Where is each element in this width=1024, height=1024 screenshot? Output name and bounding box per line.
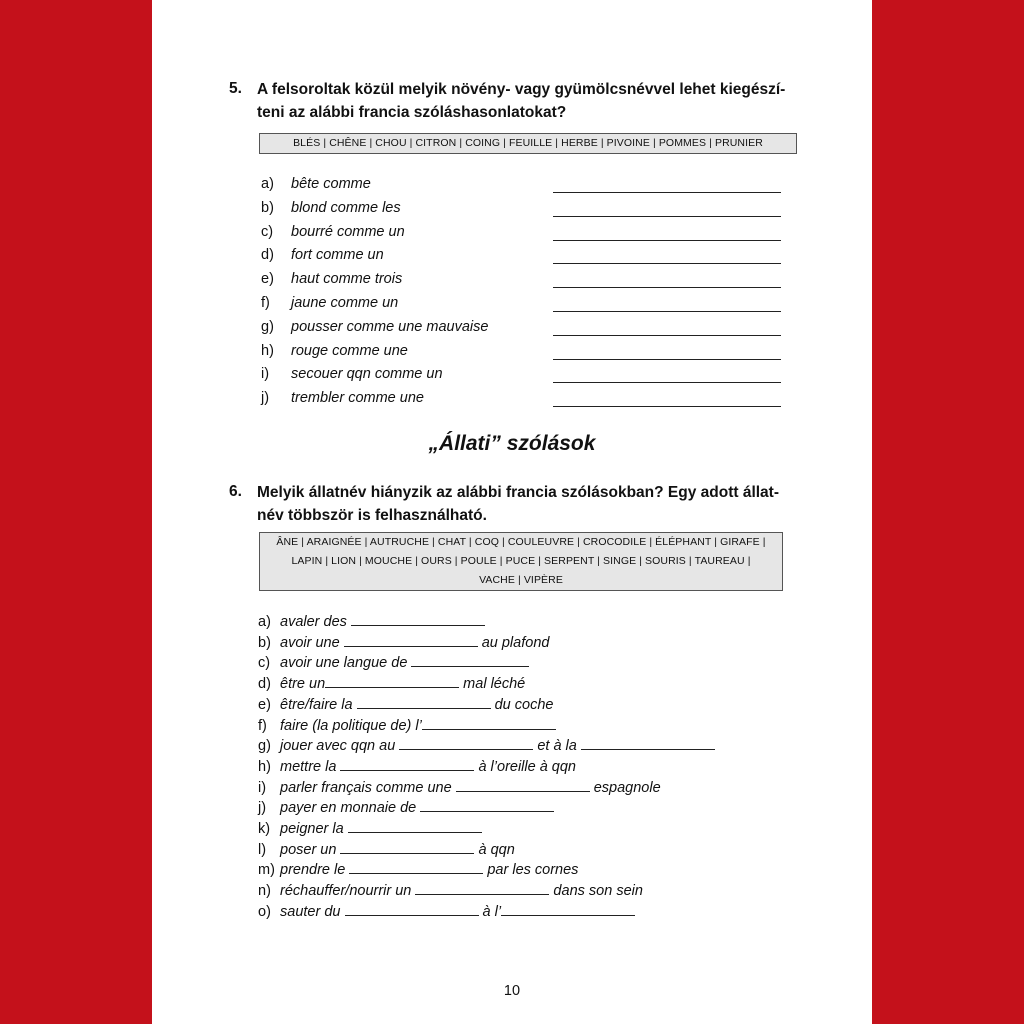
item-phrase: mettre la: [280, 758, 341, 775]
item-phrase: à l’oreille à qqn: [474, 758, 577, 775]
item-letter: m): [258, 862, 275, 879]
question-6-item: [258, 675, 525, 692]
item-letter: h): [261, 342, 274, 359]
question-5-item: [261, 200, 791, 220]
item-phrase: bête comme: [291, 176, 371, 192]
item-phrase: fort comme un: [291, 247, 384, 264]
question-5-item: [261, 271, 791, 291]
question-5-item: [261, 319, 791, 339]
answer-blank[interactable]: [325, 675, 459, 688]
answer-blank[interactable]: [553, 216, 781, 217]
item-letter: i): [261, 366, 270, 383]
item-phrase: haut comme trois: [291, 271, 403, 288]
item-letter: d): [261, 247, 274, 264]
answer-blank[interactable]: [553, 382, 781, 383]
answer-blank[interactable]: [553, 406, 781, 407]
answer-blank[interactable]: [340, 758, 474, 771]
item-phrase: payer en monnaie de: [280, 800, 421, 817]
answer-blank[interactable]: [422, 717, 556, 730]
item-phrase: espagnole: [589, 779, 661, 796]
animal-word-box-line1: ÂNE | ARAIGNÉE | AUTRUCHE | CHAT | COQ | COULEUVRE | CROCODILE | ÉLÉPHANT | GIRAFE |: [276, 536, 766, 548]
plant-word-box: BLÉS | CHÊNE | CHOU | CITRON | COING | FEUILLE | HERBE | PIVOINE | POMMES | PRUNIER: [259, 133, 797, 154]
item-letter: e): [258, 696, 271, 713]
item-phrase: et à la: [533, 738, 581, 755]
answer-blank[interactable]: [553, 311, 781, 312]
item-phrase: mal léché: [459, 676, 526, 693]
item-phrase: jaune comme un: [291, 295, 399, 311]
item-letter: b): [258, 634, 271, 651]
answer-blank[interactable]: [411, 654, 529, 667]
answer-blank[interactable]: [415, 882, 549, 895]
question-6-title-line1: Melyik állatnév hiányzik az alábbi francia szólásokban? Egy adott állat-: [257, 484, 779, 501]
question-6-item: [258, 820, 482, 837]
question-6-item: [258, 903, 635, 920]
item-letter: g): [258, 738, 271, 755]
question-5-title-line2: teni az alábbi francia szóláshasonlatokat?: [257, 104, 567, 121]
item-letter: d): [258, 676, 271, 693]
question-6-item: [258, 696, 553, 713]
item-letter: k): [258, 821, 271, 837]
item-letter: a): [258, 614, 271, 630]
question-5-item: [261, 224, 791, 244]
answer-blank[interactable]: [357, 696, 491, 709]
answer-blank[interactable]: [345, 903, 479, 916]
animal-word-box-line2: LAPIN | LION | MOUCHE | OURS | POULE | PUCE | SERPENT | SINGE | SOURIS | TAUREAU |: [291, 555, 751, 567]
animal-word-box-line3: VACHE | VIPÈRE: [479, 574, 563, 586]
answer-blank[interactable]: [581, 737, 715, 750]
item-letter: b): [261, 199, 274, 216]
item-phrase: par les cornes: [483, 862, 579, 879]
page-number: 10: [503, 983, 521, 999]
question-6-item: [258, 654, 529, 671]
question-6-item: [258, 799, 554, 816]
question-5-title-line1: A felsoroltak közül melyik növény- vagy gyümölcsnévvel lehet kiegészí-: [257, 81, 786, 98]
item-phrase: au plafond: [477, 634, 550, 651]
item-phrase: du coche: [490, 696, 554, 713]
answer-blank[interactable]: [501, 903, 635, 916]
question-6-item: [258, 861, 578, 878]
question-6-title: [257, 481, 802, 527]
answer-blank[interactable]: [420, 799, 554, 812]
item-letter: l): [258, 841, 267, 858]
item-phrase: peigner la: [280, 821, 348, 837]
item-phrase: blond comme les: [291, 199, 401, 216]
item-phrase: à qqn: [474, 841, 515, 858]
item-letter: j): [261, 390, 270, 407]
answer-blank[interactable]: [340, 841, 474, 854]
answer-blank[interactable]: [344, 634, 478, 647]
item-phrase: être/faire la: [280, 696, 357, 713]
item-phrase: prendre le: [280, 862, 350, 879]
item-phrase: avoir une langue de: [280, 655, 412, 672]
question-6-item: [258, 717, 556, 734]
item-phrase: secouer qqn comme un: [291, 366, 443, 383]
question-6-item: [258, 841, 515, 858]
question-6-item: [258, 882, 643, 899]
answer-blank[interactable]: [553, 192, 781, 193]
document-page: [152, 0, 872, 1024]
answer-blank[interactable]: [348, 820, 482, 833]
item-phrase: avoir une: [280, 634, 344, 651]
item-letter: i): [258, 779, 267, 796]
question-5-title: [257, 78, 802, 124]
item-letter: a): [261, 176, 274, 192]
answer-blank[interactable]: [351, 613, 485, 626]
item-letter: c): [258, 655, 271, 672]
question-6-title-line2: név többször is felhasználható.: [257, 507, 487, 524]
item-phrase: à l’: [478, 903, 502, 920]
item-phrase: jouer avec qqn au: [280, 738, 400, 755]
answer-blank[interactable]: [553, 335, 781, 336]
question-5-item: [261, 176, 791, 196]
question-6-item: [258, 613, 485, 630]
question-5-number: 5.: [229, 80, 242, 97]
answer-blank[interactable]: [456, 779, 590, 792]
item-letter: h): [258, 758, 271, 775]
item-phrase: faire (la politique de) l’: [280, 717, 422, 734]
answer-blank[interactable]: [553, 359, 781, 360]
item-letter: o): [258, 903, 271, 920]
answer-blank[interactable]: [553, 240, 781, 241]
item-letter: j): [258, 800, 267, 817]
question-5-item: [261, 390, 791, 410]
item-phrase: bourré comme un: [291, 223, 405, 240]
item-letter: f): [258, 717, 267, 734]
item-phrase: dans son sein: [549, 883, 643, 900]
question-5-item: [261, 343, 791, 363]
item-phrase: parler français comme une: [280, 779, 456, 796]
item-letter: n): [258, 883, 271, 900]
item-letter: g): [261, 318, 274, 335]
question-6-item: [258, 737, 715, 754]
item-letter: f): [261, 295, 270, 311]
question-6-item: [258, 779, 661, 796]
item-phrase: réchauffer/nourrir un: [280, 883, 416, 900]
item-phrase: pousser comme une mauvaise: [291, 318, 489, 335]
section-heading: „Állati” szólások: [428, 432, 596, 455]
item-letter: e): [261, 271, 274, 288]
answer-blank[interactable]: [553, 263, 781, 264]
item-phrase: avaler des: [280, 614, 351, 630]
item-phrase: trembler comme une: [291, 390, 424, 407]
question-5-item: [261, 366, 791, 386]
answer-blank[interactable]: [399, 737, 533, 750]
item-phrase: poser un: [280, 841, 341, 858]
answer-blank[interactable]: [553, 287, 781, 288]
item-phrase: rouge comme une: [291, 342, 408, 359]
item-phrase: sauter du: [280, 903, 345, 920]
answer-blank[interactable]: [349, 861, 483, 874]
question-6-item: [258, 634, 549, 651]
question-6-number: 6.: [229, 483, 242, 500]
item-phrase: être un: [280, 676, 326, 693]
question-5-item: [261, 295, 791, 315]
question-5-item: [261, 247, 791, 267]
question-6-item: [258, 758, 576, 775]
animal-word-box: [259, 532, 783, 591]
item-letter: c): [261, 223, 274, 240]
